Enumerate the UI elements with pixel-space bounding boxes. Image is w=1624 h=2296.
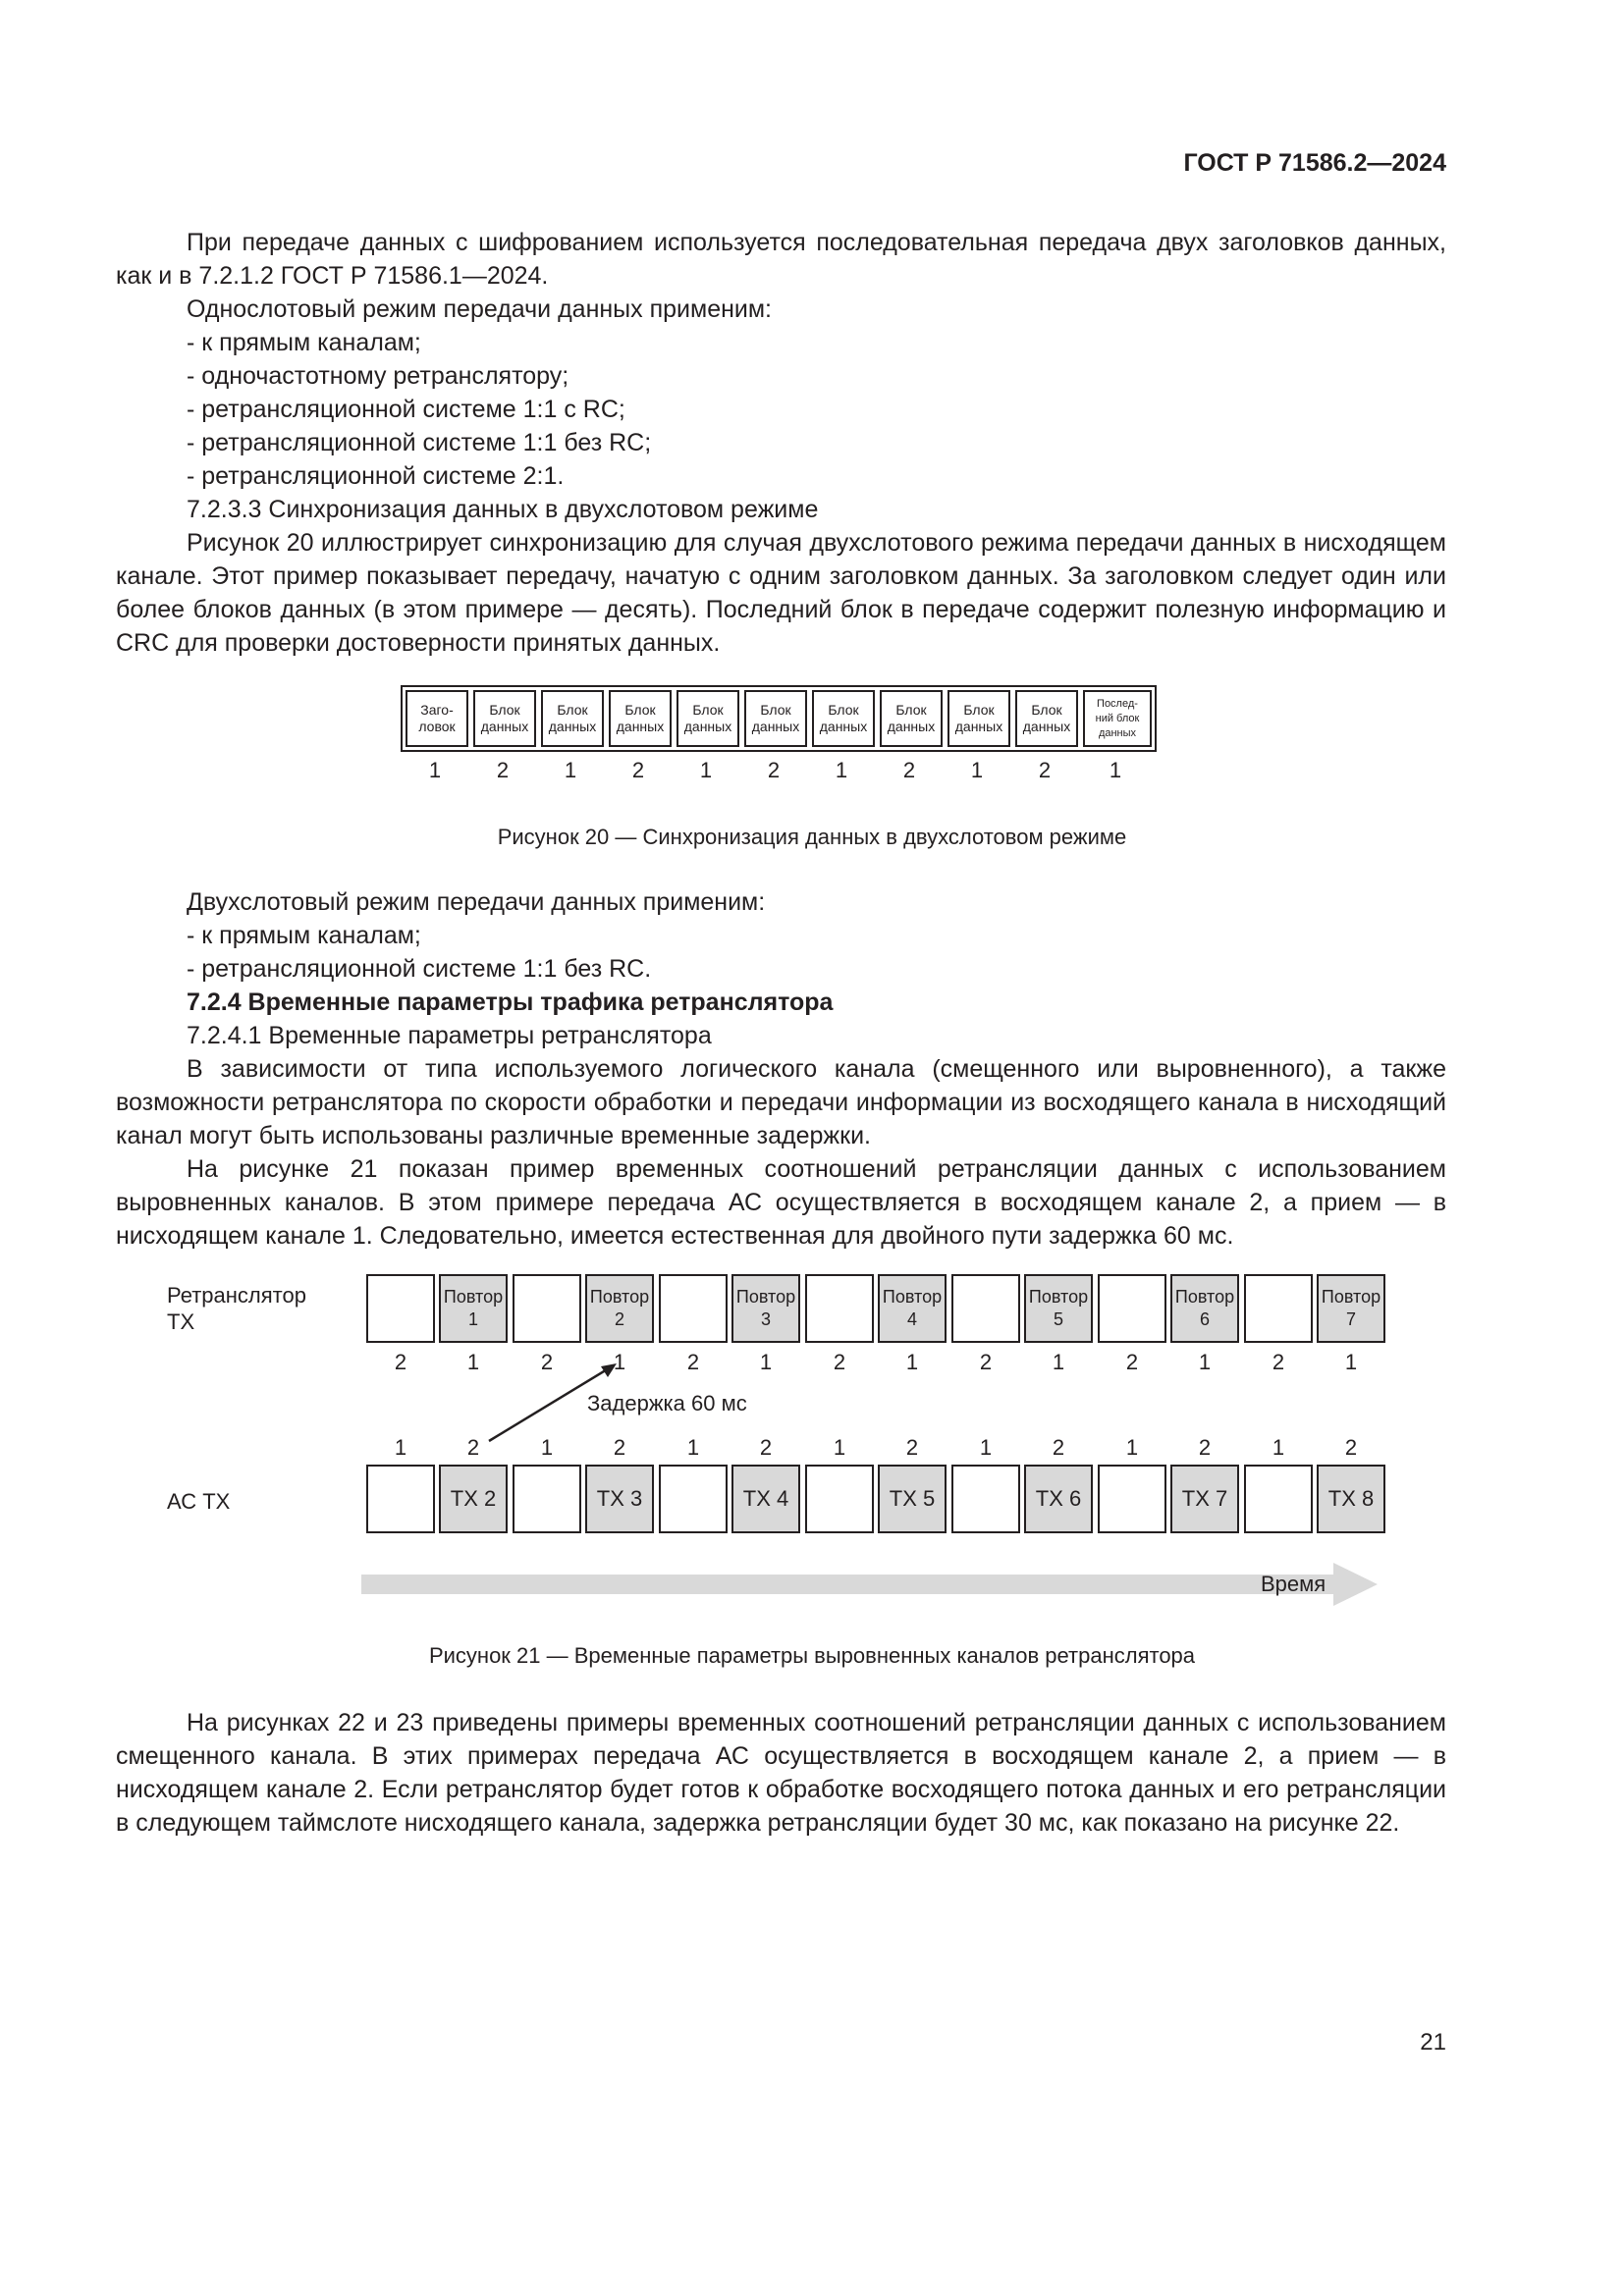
cell-line: Блок <box>557 702 588 718</box>
time-arrow <box>361 1563 1382 1606</box>
repeater-slot-number: 2 <box>686 1350 700 1374</box>
as-slot-tx: TX 4 <box>731 1465 800 1533</box>
paragraph: Однослотовый режим передачи данных применим: <box>187 295 772 323</box>
list-item: - ретрансляционной системе 1:1 без RC; <box>187 429 652 456</box>
frame-cell-data-block <box>1015 690 1078 747</box>
repeater-slot-number: 1 <box>1344 1350 1358 1374</box>
as-slot-tx: TX 7 <box>1170 1465 1239 1533</box>
repeater-slot-repeat <box>1317 1274 1385 1343</box>
as-tx-label: АС TX <box>167 1489 231 1514</box>
repeater-slot-repeat <box>585 1274 654 1343</box>
as-slot-tx: TX 8 <box>1317 1465 1385 1533</box>
as-slot-number: 1 <box>1272 1435 1285 1460</box>
paragraph: При передаче данных с шифрованием используется последовательная передача двух заголовков данных, как и в 7.2.1.2 ГОСТ Р 71586.1—2024. <box>116 229 1446 290</box>
slot-number: 1 <box>428 758 442 782</box>
as-slot-empty <box>513 1465 581 1533</box>
frame-cell-data-block <box>812 690 875 747</box>
cell-line: данных <box>548 719 597 734</box>
cell-line: данных <box>616 719 665 734</box>
cell-line: Блок <box>963 702 995 718</box>
repeater-slot-number: 2 <box>540 1350 554 1374</box>
repeater-slot-number: 1 <box>1052 1350 1065 1374</box>
repeater-slot-number: 2 <box>979 1350 993 1374</box>
as-slot-number: 1 <box>833 1435 846 1460</box>
figure-20-frame <box>401 685 1157 752</box>
frame-cell-header <box>406 690 468 747</box>
frame-cell-data-block <box>947 690 1010 747</box>
box-line: Повтор <box>1321 1287 1381 1307</box>
repeater-slot-repeat <box>731 1274 800 1343</box>
cell-line: данных <box>480 719 529 734</box>
as-slot-empty <box>659 1465 728 1533</box>
as-slot-number: 1 <box>540 1435 554 1460</box>
as-slot-tx: TX 3 <box>585 1465 654 1533</box>
cell-line: Блок <box>1031 702 1062 718</box>
document-header: ГОСТ Р 71586.2—2024 <box>1183 149 1446 177</box>
cell-line: данных <box>954 719 1003 734</box>
cell-line: Блок <box>489 702 520 718</box>
box-line: Повтор <box>882 1287 943 1307</box>
cell-line: данных <box>683 719 732 734</box>
as-slot-tx: TX 2 <box>439 1465 508 1533</box>
box-line: Повтор <box>1174 1287 1235 1307</box>
repeater-slot-repeat <box>878 1274 947 1343</box>
cell-line: данных <box>1098 726 1137 739</box>
repeater-slot-empty <box>951 1274 1020 1343</box>
repeater-slot-number: 2 <box>1272 1350 1285 1374</box>
slot-number: 1 <box>564 758 577 782</box>
cell-line: Заго- <box>420 702 454 718</box>
repeater-slot-number: 1 <box>613 1350 626 1374</box>
as-slot-number: 1 <box>394 1435 407 1460</box>
subsection-heading: 7.2.3.3 Синхронизация данных в двухслотовом режиме <box>187 496 819 523</box>
paragraph: В зависимости от типа используемого логического канала (смещенного или выровненного), а также возможности ретранслятора по скорости обработки и передачи информации из восходящего канала в нисходящий канал могут быть использованы различные временные задержки. <box>116 1055 1446 1149</box>
figure-21-caption: Рисунок 21 — Временные параметры выровненных каналов ретранслятора <box>428 1643 1196 1668</box>
paragraph: На рисунках 22 и 23 приведены примеры временных соотношений ретрансляции данных с использованием смещенного канала. В этих примерах передача АС осуществляется в восходящем канале 2, а прием — в нисходящем канале 2. Если ретранслятор будет готов к обработке восходящего потока данных и его ретрансляции в следующем таймслоте нисходящего канала, задержка ретрансляции будет 30 мс, как показано на рисунке 22. <box>116 1709 1446 1837</box>
repeater-slot-number: 2 <box>1125 1350 1139 1374</box>
as-slot-empty <box>1098 1465 1166 1533</box>
section-7-2-4-text <box>116 885 1446 1253</box>
label-line: TX <box>167 1309 195 1334</box>
repeater-slot-number: 2 <box>833 1350 846 1374</box>
frame-cell-last-block <box>1083 690 1152 747</box>
as-slot-number: 2 <box>1198 1435 1212 1460</box>
box-line: 3 <box>760 1309 771 1329</box>
as-slot-empty <box>951 1465 1020 1533</box>
frame-cell-data-block <box>609 690 672 747</box>
as-slot-number: 2 <box>613 1435 626 1460</box>
frame-cell-data-block <box>541 690 604 747</box>
cell-line: данных <box>751 719 800 734</box>
repeater-slot-number: 1 <box>1198 1350 1212 1374</box>
page-number: 21 <box>1420 2029 1446 2056</box>
cell-line: данных <box>819 719 868 734</box>
box-line: 1 <box>467 1309 478 1329</box>
section-heading: 7.2.4 Временные параметры трафика ретранслятора <box>187 988 834 1016</box>
as-slot-number: 1 <box>1125 1435 1139 1460</box>
frame-cell-data-block <box>677 690 739 747</box>
slot-number: 1 <box>970 758 984 782</box>
cell-line: ловок <box>418 719 456 734</box>
slot-number: 2 <box>902 758 916 782</box>
slot-number: 2 <box>767 758 781 782</box>
as-slot-number: 2 <box>905 1435 919 1460</box>
repeater-slot-repeat <box>1170 1274 1239 1343</box>
repeater-tx-label <box>167 1282 306 1335</box>
repeater-slot-number: 2 <box>394 1350 407 1374</box>
slot-number: 1 <box>1109 758 1122 782</box>
list-item: - к прямым каналам; <box>187 329 421 356</box>
repeater-slot-empty <box>513 1274 581 1343</box>
box-line: Повтор <box>443 1287 504 1307</box>
cell-line: Блок <box>828 702 859 718</box>
as-slot-tx: TX 6 <box>1024 1465 1093 1533</box>
cell-line: данных <box>1022 719 1071 734</box>
list-item: - к прямым каналам; <box>187 922 421 949</box>
subsection-heading: 7.2.4.1 Временные параметры ретранслятора <box>187 1022 712 1049</box>
cell-line: данных <box>887 719 936 734</box>
as-slot-number: 2 <box>466 1435 480 1460</box>
box-line: 6 <box>1199 1309 1210 1329</box>
as-slot-number: 1 <box>686 1435 700 1460</box>
box-line: Повтор <box>589 1287 650 1307</box>
box-line: 7 <box>1345 1309 1356 1329</box>
repeater-slot-number: 1 <box>759 1350 773 1374</box>
as-slot-empty <box>1244 1465 1313 1533</box>
as-slot-number: 1 <box>979 1435 993 1460</box>
repeater-slot-number: 1 <box>905 1350 919 1374</box>
as-slot-number: 2 <box>1052 1435 1065 1460</box>
repeater-slot-empty <box>659 1274 728 1343</box>
cell-line: Послед- <box>1097 697 1138 710</box>
frame-cell-data-block <box>744 690 807 747</box>
slot-number: 2 <box>1038 758 1052 782</box>
section-7-2-3-text <box>116 226 1446 660</box>
as-slot-tx: TX 5 <box>878 1465 947 1533</box>
cell-line: Блок <box>624 702 656 718</box>
box-line: 4 <box>906 1309 917 1329</box>
delay-label: Задержка 60 мс <box>587 1391 747 1415</box>
cell-line: Блок <box>692 702 724 718</box>
frame-cell-data-block <box>880 690 943 747</box>
repeater-slot-number: 1 <box>466 1350 480 1374</box>
cell-line: Блок <box>760 702 791 718</box>
as-slot-number: 2 <box>1344 1435 1358 1460</box>
time-label: Время <box>1261 1572 1326 1596</box>
box-line: 2 <box>614 1309 624 1329</box>
list-item: - ретрансляционной системе 1:1 с RC; <box>187 396 625 423</box>
list-item: - ретрансляционной системе 2:1. <box>187 462 565 490</box>
box-line: Повтор <box>735 1287 796 1307</box>
slot-number: 2 <box>631 758 645 782</box>
repeater-slot-empty <box>1098 1274 1166 1343</box>
figure-20-caption: Рисунок 20 — Синхронизация данных в двухслотовом режиме <box>497 825 1127 849</box>
paragraph: Двухслотовый режим передачи данных применим: <box>187 888 766 916</box>
cell-line: Блок <box>895 702 927 718</box>
as-slot-empty <box>805 1465 874 1533</box>
paragraph: Рисунок 20 иллюстрирует синхронизацию для случая двухслотового режима передачи данных в нисходящем канале. Этот пример показывает передачу, начатую с одним заголовком данных. За заголовком следует один или более блоков данных (в этом примере — десять). Последний блок в передаче содержит полезную информацию и CRC для проверки достоверности принятых данных. <box>116 529 1446 657</box>
repeater-slot-empty <box>805 1274 874 1343</box>
repeater-slot-repeat <box>1024 1274 1093 1343</box>
repeater-slot-empty <box>366 1274 435 1343</box>
as-slot-empty <box>366 1465 435 1533</box>
frame-cell-data-block <box>473 690 536 747</box>
box-line: Повтор <box>1028 1287 1089 1307</box>
section-7-2-4-continued-text <box>116 1706 1446 1840</box>
slot-number: 2 <box>496 758 510 782</box>
list-item: - одночастотному ретранслятору; <box>187 362 569 390</box>
slot-number: 1 <box>699 758 713 782</box>
paragraph: На рисунке 21 показан пример временных соотношений ретрансляции данных с использованием выровненных каналов. В этом примере передача АС осуществляется в восходящем канале 2, а прием — в нисходящем канале 1. Следовательно, имеется естественная для двойного пути задержка 60 мс. <box>116 1155 1446 1250</box>
list-item: - ретрансляционной системе 1:1 без RC. <box>187 955 652 983</box>
as-slot-number: 2 <box>759 1435 773 1460</box>
box-line: 5 <box>1053 1309 1063 1329</box>
label-line: Ретранслятор <box>167 1283 306 1308</box>
cell-line: ний блок <box>1095 712 1140 724</box>
slot-number: 1 <box>835 758 848 782</box>
repeater-slot-empty <box>1244 1274 1313 1343</box>
repeater-slot-repeat <box>439 1274 508 1343</box>
